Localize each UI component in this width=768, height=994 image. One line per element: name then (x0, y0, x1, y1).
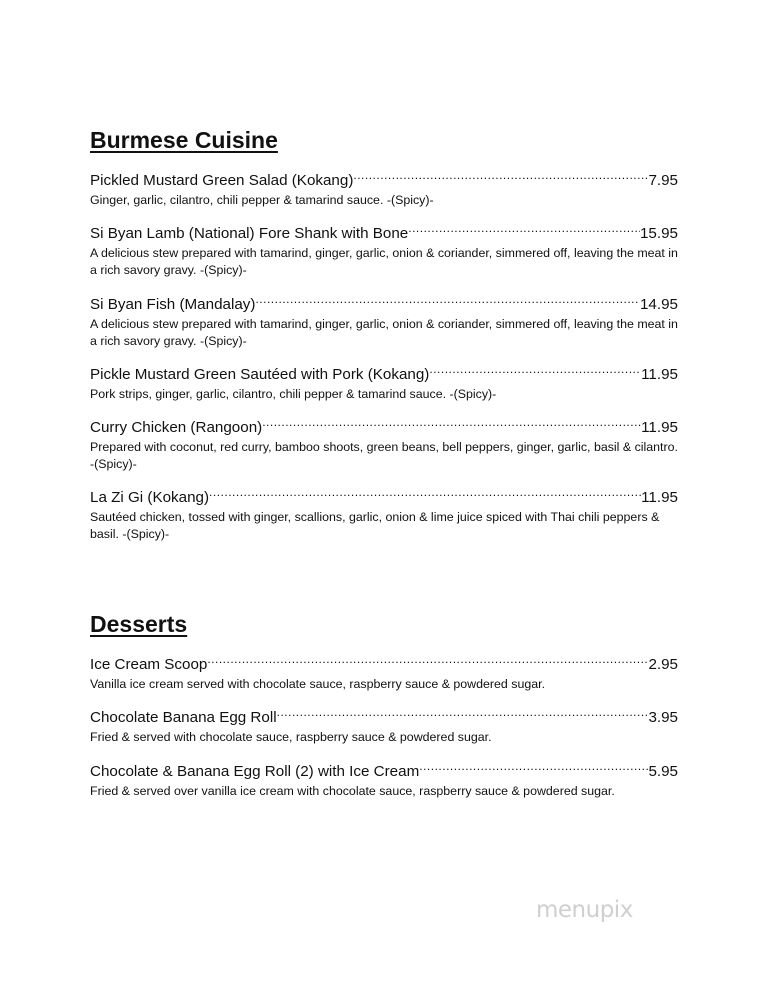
menu-item-line (90, 707, 678, 727)
menu-item (90, 487, 678, 543)
menu-item-name: Si Byan Fish (Mandalay) (90, 295, 256, 313)
menu-item-line (90, 487, 678, 507)
menu-item-price: 3.95 (648, 709, 678, 727)
menu-item (90, 654, 678, 693)
burmese-cuisine-section (90, 126, 678, 557)
menu-item-price: 11.95 (641, 489, 678, 507)
menu-item-price: 7.95 (648, 172, 678, 190)
menu-item-name: Pickle Mustard Green Sautéed with Pork (Kokang) (90, 365, 430, 383)
menu-item-description: A delicious stew prepared with tamarind, ginger, garlic, onion & coriander, simmered off, leaving the meat in a rich savory gravy. -(Spicy)- (90, 246, 678, 278)
dot-leader (429, 364, 641, 379)
menu-item-description: Ginger, garlic, cilantro, chili pepper & tamarind sauce. -(Spicy)- (90, 193, 434, 208)
menu-item-price: 15.95 (639, 225, 678, 243)
dot-leader (419, 760, 648, 775)
dot-leader (408, 223, 640, 238)
dot-leader (353, 170, 648, 185)
menu-item-line (90, 223, 678, 243)
menu-item-line (90, 170, 678, 190)
menu-item-line (90, 364, 678, 384)
desserts-section (90, 610, 678, 814)
menu-item-name: La Zi Gi (Kokang) (90, 489, 210, 507)
menu-item-name: Chocolate Banana Egg Roll (90, 709, 277, 727)
menu-item-description: Sautéed chicken, tossed with ginger, scallions, garlic, onion & lime juice spiced with Thai chili peppers & basil. -(Spicy)- (90, 510, 660, 542)
menu-item-description: Fried & served with chocolate sauce, raspberry sauce & powdered sugar. (90, 730, 492, 745)
dot-leader (262, 417, 641, 432)
section-title-desserts: Desserts (90, 611, 188, 637)
menu-item-description: Vanilla ice cream served with chocolate sauce, raspberry sauce & powdered sugar. (90, 677, 546, 692)
menu-item (90, 417, 678, 473)
dot-leader (209, 487, 641, 502)
menu-item-description: Prepared with coconut, red curry, bamboo shoots, green beans, bell peppers, ginger, garlic, basil & cilantro. -(Spicy)- (90, 439, 678, 471)
menu-item (90, 760, 678, 799)
menu-item-line (90, 417, 678, 437)
menu-item-description: Fried & served over vanilla ice cream with chocolate sauce, raspberry sauce & powdered sugar. (90, 783, 615, 798)
menu-item (90, 223, 678, 279)
menu-item-name: Curry Chicken (Rangoon) (90, 418, 263, 436)
menu-item-description: A delicious stew prepared with tamarind, ginger, garlic, onion & coriander, simmered off, leaving the meat in a rich savory gravy. -(Spicy)- (90, 316, 678, 348)
menupix-watermark: menupix (536, 897, 633, 923)
menu-item (90, 170, 678, 209)
menu-item-price: 11.95 (641, 418, 678, 436)
menu-item-price: 11.95 (641, 365, 678, 383)
menu-item-name: Pickled Mustard Green Salad (Kokang) (90, 172, 354, 190)
menu-item (90, 364, 678, 403)
dot-leader (277, 707, 649, 722)
menu-item-name: Ice Cream Scoop (90, 656, 208, 674)
menu-item-name: Chocolate & Banana Egg Roll (2) with Ice Cream (90, 762, 420, 780)
menu-item-description: Pork strips, ginger, garlic, cilantro, chili pepper & tamarind sauce. -(Spicy)- (90, 386, 497, 401)
menu-item-name: Si Byan Lamb (National) Fore Shank with Bone (90, 225, 409, 243)
menu-item-line (90, 654, 678, 674)
menu-item-line (90, 760, 678, 780)
section-title-burmese-cuisine: Burmese Cuisine (90, 127, 278, 153)
menu-item-price: 14.95 (639, 295, 678, 313)
menu-item-price: 5.95 (648, 762, 678, 780)
dot-leader (255, 293, 640, 308)
dot-leader (207, 654, 648, 669)
menu-item (90, 707, 678, 746)
menu-item-line (90, 293, 678, 313)
menu-item-price: 2.95 (648, 656, 678, 674)
menu-item (90, 293, 678, 349)
